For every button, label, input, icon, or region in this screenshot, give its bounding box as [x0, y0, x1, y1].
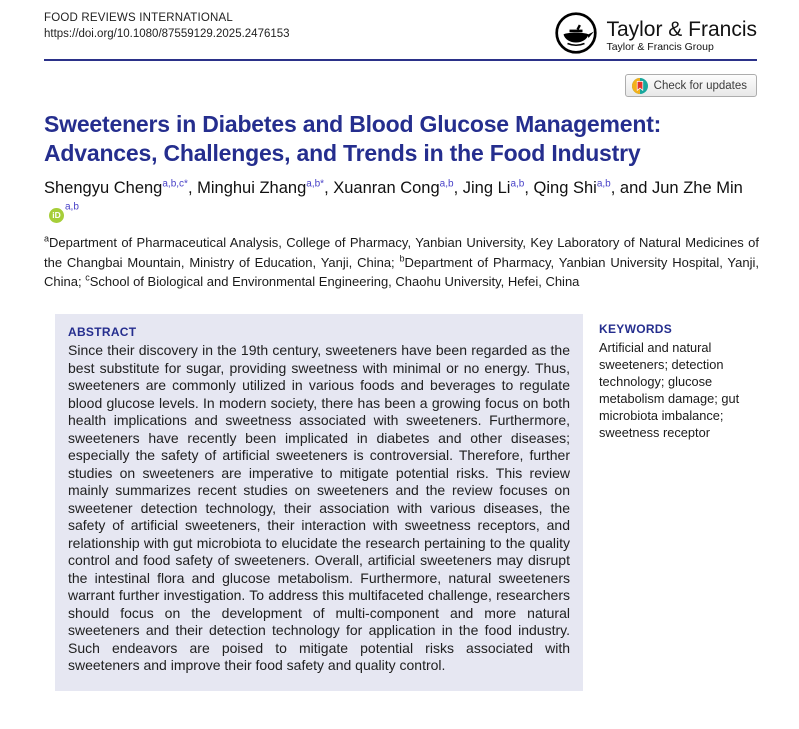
keywords-heading: KEYWORDS: [599, 322, 673, 336]
author-name: Qing Shi: [533, 179, 597, 197]
author-affiliation-superscript: a,b,c*: [162, 178, 188, 190]
header-divider: [44, 59, 757, 61]
journal-header-block: [44, 10, 290, 42]
affiliation-superscript: a: [44, 233, 50, 244]
author-name: Jing Li: [462, 179, 511, 197]
orcid-icon[interactable]: iD: [49, 208, 64, 223]
keywords-section: [599, 322, 761, 441]
publisher-group: Taylor & Francis Group: [606, 41, 714, 53]
author-affiliation-superscript: a,b: [510, 178, 525, 190]
affiliations: [44, 233, 759, 292]
author-affiliation-superscript: a,b*: [306, 178, 325, 190]
taylor-francis-lamp-icon: [554, 11, 598, 60]
crossmark-icon: [632, 78, 648, 94]
abstract-text: Since their discovery in the 19th century, sweeteners have been regarded as the best substitute for sugar, providing sweetness with minimal or no energy. Thus, sweeteners are commonly utilized in various foods and beverages to regulate blood glucose levels. In modern society, there has been a growing focus on both health implications and sweetness associated with sweeteners. Furthermore, sweeteners have recently been implicated in diabetes and other diseases; especially the safety of artificial sweeteners is controversial. Therefore, further studies on sweeteners are imperative to mitigate potential risks. This review mainly summarizes recent studies on sweeteners and the review focuses on sweetener detection technology, their association with various diseases, the safety of artificial sweeteners, their interaction with sweetness receptors, and relationship with gut microbiota to elucidate the research pertaining to the quality control and food safety of sweeteners. Overall, artificial sweeteners may disrupt the intestinal flora and glucose metabolism. Furthermore, natural sweeteners warrant further investigation. To address this multifaceted challenge, researchers should focus on the development of multi-component and more natural sweeteners and their detection technology for application in the food industry. Such endeavors are poised to mitigate potential risks associated with sweeteners and improve their food safety and quality control.: [68, 342, 570, 673]
author-name: Minghui Zhang: [197, 179, 307, 197]
affiliation-text: Department of Pharmaceutical Analysis, College of Pharmacy, Yanbian University, Key Laboratory of Natural Medicines of the Changbai Mountain, Ministry of Education, Yanji, China;: [44, 235, 759, 270]
author-name: Shengyu Cheng: [44, 179, 163, 197]
abstract-section: [55, 314, 583, 691]
check-for-updates-button[interactable]: [625, 74, 757, 97]
author-name: and Jun Zhe Min: [619, 179, 743, 197]
masthead: [44, 10, 757, 60]
article-title: Sweeteners in Diabetes and Blood Glucose Management: Advances, Challenges, and Trends in the Food Industry: [44, 111, 662, 166]
affiliation-text: Department of Pharmacy, Yanbian University Hospital, Yanji, China;: [44, 254, 759, 289]
check-for-updates-label: Check for updates: [653, 79, 747, 92]
author-name: Xuanran Cong: [333, 179, 440, 197]
author-list: Shengyu Cheng$^{a,b,c*}$, Minghui Zhang$^{a,b*}$, Xuanran Cong$^{a,b}$, Jing Li$^{a,b}$, Qing Shi$^{a,b}$, and Jun Zhe MiniD$^{a,b}$: [44, 177, 749, 223]
author-affiliation-superscript: a,b: [596, 178, 611, 190]
affiliation-superscript: b: [399, 253, 405, 264]
publisher-name: Taylor & Francis: [606, 18, 757, 41]
keywords-text: Artificial and natural sweeteners; detection technology; glucose metabolism damage; gut microbiota imbalance; sweetness receptor: [599, 340, 740, 440]
author-affiliation-superscript: a,b: [65, 201, 79, 213]
abstract-heading: ABSTRACT: [68, 325, 137, 339]
publisher-logo: [554, 11, 757, 60]
affiliation-superscript: c: [85, 272, 90, 283]
affiliation-text: School of Biological and Environmental Engineering, Chaohu University, Hefei, China: [89, 274, 580, 289]
doi-text: https://doi.org/10.1080/87559129.2025.2476153: [44, 28, 290, 40]
publisher-wordmark: [606, 18, 757, 53]
journal-name: FOOD REVIEWS INTERNATIONAL: [44, 12, 234, 24]
author-affiliation-superscript: a,b: [439, 178, 454, 190]
